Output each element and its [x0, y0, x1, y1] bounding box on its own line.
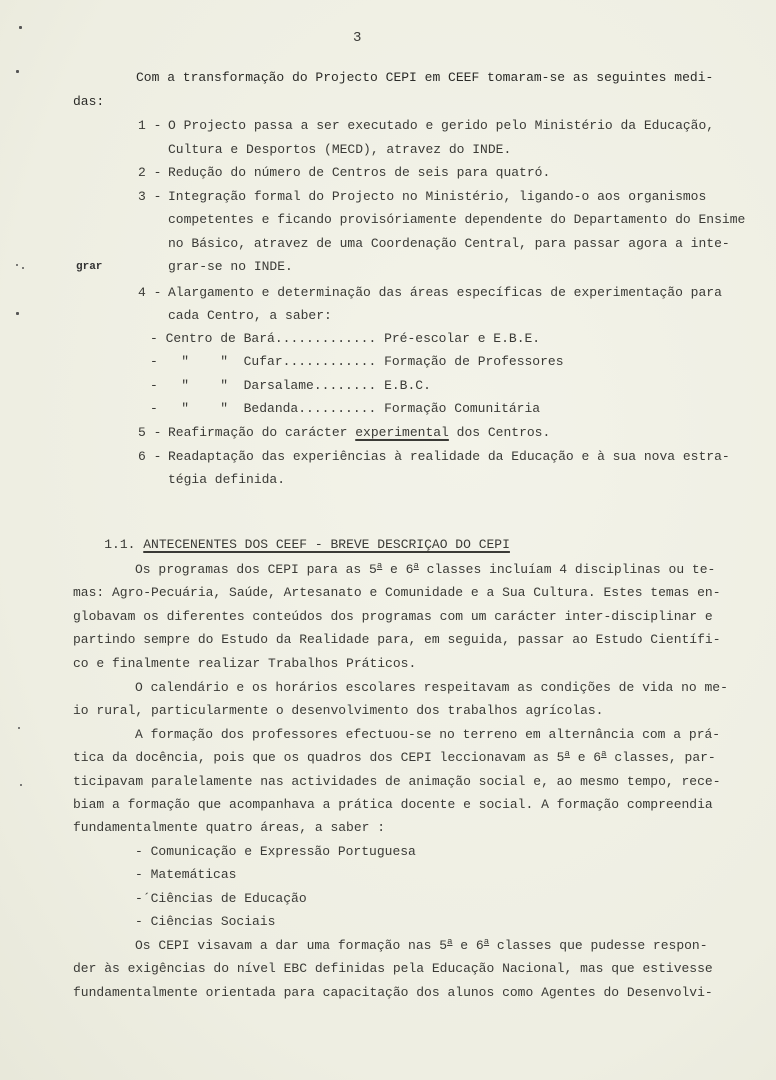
margin-speck	[20, 784, 22, 786]
measure-number: 4 -	[138, 285, 162, 300]
emphasized-word: experimental	[355, 425, 449, 440]
center-prefix: - Centro de	[150, 331, 244, 346]
center-area: Pré-escolar e E.B.E.	[384, 331, 541, 346]
paragraph-line: A formação dos professores efectuou-se no terreno em alternância com a prá-	[135, 727, 721, 742]
measure-number: 1 -	[138, 118, 162, 133]
ordinal-mark: a	[601, 749, 607, 759]
measure-text: competentes e ficando provisóriamente dependente do Departamento do Ensime	[168, 212, 746, 227]
margin-annotation: grar	[76, 261, 103, 273]
measure-text-part: Reafirmação do carácter	[168, 425, 356, 440]
text-part: Os programas dos CEPI para as 5	[135, 562, 377, 577]
center-area: Formação de Professores	[384, 354, 564, 369]
center-item	[150, 378, 431, 394]
text-part: e 6	[452, 938, 484, 953]
paragraph-line: io rural, particularmente o desenvolvimento dos trabalhos agrícolas.	[73, 703, 604, 718]
measure-number: 2 -	[138, 165, 162, 180]
paragraph-line	[135, 562, 715, 578]
area-item: - Ciências Sociais	[135, 914, 276, 929]
center-area: Formação Comunitária	[384, 401, 541, 416]
measure-number: 5 -	[138, 425, 162, 440]
measure-number: 6 -	[138, 449, 162, 464]
center-item	[150, 331, 540, 347]
paragraph-line: O calendário e os horários escolares respeitavam as condições de vida no me-	[135, 680, 728, 695]
paragraph-line: co e finalmente realizar Trabalhos Práticos.	[73, 656, 417, 671]
measure-text: Readaptação das experiências à realidade da Educação e à sua nova estra-	[168, 449, 730, 464]
center-item	[150, 354, 564, 370]
area-item: - Matemáticas	[135, 867, 237, 882]
center-dots: ..........	[298, 401, 377, 416]
text-part: Os CEPI visavam a dar uma formação nas 5	[135, 938, 448, 953]
section-title: ANTECENENTES DOS CEEF - BREVE DESCRIÇAO DO CEPI	[143, 537, 510, 552]
intro-line: das:	[73, 94, 105, 109]
center-item	[150, 401, 540, 417]
margin-speck	[16, 312, 19, 315]
page-number: 3	[353, 30, 362, 46]
ordinal-mark: a	[447, 937, 453, 947]
paragraph-line: ticipavam paralelamente nas actividades de animação social e, ao mesmo tempo, rece-	[73, 774, 721, 789]
ordinal-mark: a	[413, 561, 419, 571]
center-dots: ........	[313, 378, 377, 393]
measure-text: O Projecto passa a ser executado e gerido pelo Ministério da Educação,	[168, 118, 715, 133]
margin-speck	[18, 727, 20, 729]
text-part: e 6	[569, 750, 602, 765]
intro-line: Com a transformação do Projecto CEPI em CEEF tomaram-se as seguintes medi-	[136, 70, 714, 85]
text-part: classes, par-	[606, 750, 716, 765]
measure-text-part: dos Centros.	[448, 425, 551, 440]
measure-text: cada Centro, a saber:	[168, 308, 332, 323]
measure-text: Integração formal do Projecto no Ministério, ligando-o aos organismos	[168, 189, 707, 204]
center-area: E.B.C.	[384, 378, 431, 393]
margin-speck	[19, 26, 22, 29]
measure-text: Cultura e Desportos (MECD), atravez do INDE.	[168, 142, 512, 157]
center-name: Bará	[243, 331, 275, 346]
center-name: Bedanda	[243, 401, 299, 416]
paragraph-line: globavam os diferentes conteúdos dos programas com um carácter inter-disciplinar e	[73, 609, 713, 624]
ordinal-mark: a	[483, 937, 490, 947]
paragraph-line: partindo sempre do Estudo da Realidade para, em seguida, passar ao Estudo Científi-	[73, 632, 721, 647]
measure-text: Redução do número de Centros de seis para quatró.	[168, 165, 551, 180]
measure-text: Alargamento e determinação das áreas específicas de experimentação para	[168, 285, 722, 300]
paragraph-line: mas: Agro-Pecuária, Saúde, Artesanato e Comunidade e a Sua Cultura. Estes temas en-	[73, 585, 721, 600]
center-dots: .............	[274, 331, 377, 346]
measure-text: tégia definida.	[168, 472, 286, 487]
center-prefix: - " "	[150, 401, 244, 416]
measure-text: grar-se no INDE.	[168, 259, 293, 274]
area-item: -´Ciências de Educação	[135, 891, 307, 906]
text-part: e 6	[382, 562, 414, 577]
paragraph-line: biam a formação que acompanhava a prática docente e social. A formação compreendia	[73, 797, 713, 812]
center-name: Darsalame	[243, 378, 314, 393]
center-prefix: - " "	[150, 378, 244, 393]
area-item: - Comunicação e Expressão Portuguesa	[135, 844, 416, 859]
center-prefix: - " "	[150, 354, 244, 369]
paragraph-line: der às exigências do nível EBC definidas pela Educação Nacional, mas que estivesse	[73, 961, 713, 976]
section-number: 1.1.	[104, 537, 136, 552]
margin-speck	[16, 70, 19, 73]
text-part: tica da docência, pois que os quadros dos CEPI leccionavam as 5	[73, 750, 565, 765]
paragraph-line: fundamentalmente orientada para capacitação dos alunos como Agentes do Desenvolvi-	[73, 985, 713, 1000]
paragraph-line	[135, 938, 708, 954]
center-dots: ............	[282, 354, 377, 369]
ordinal-mark: a	[564, 749, 570, 759]
ordinal-mark: a	[376, 561, 383, 571]
center-name: Cufar	[243, 354, 283, 369]
measure-text	[168, 425, 550, 441]
measure-number: 3 -	[138, 189, 162, 204]
margin-speck	[22, 267, 24, 269]
text-part: classes incluíam 4 disciplinas ou te-	[418, 562, 716, 577]
paragraph-line	[73, 750, 716, 766]
paragraph-line: fundamentalmente quatro áreas, a saber :	[73, 820, 386, 835]
margin-speck	[16, 264, 18, 266]
measure-text: no Básico, atravez de uma Coordenação Central, para passar agora a inte-	[168, 236, 730, 251]
text-part: classes que pudesse respon-	[489, 938, 708, 953]
